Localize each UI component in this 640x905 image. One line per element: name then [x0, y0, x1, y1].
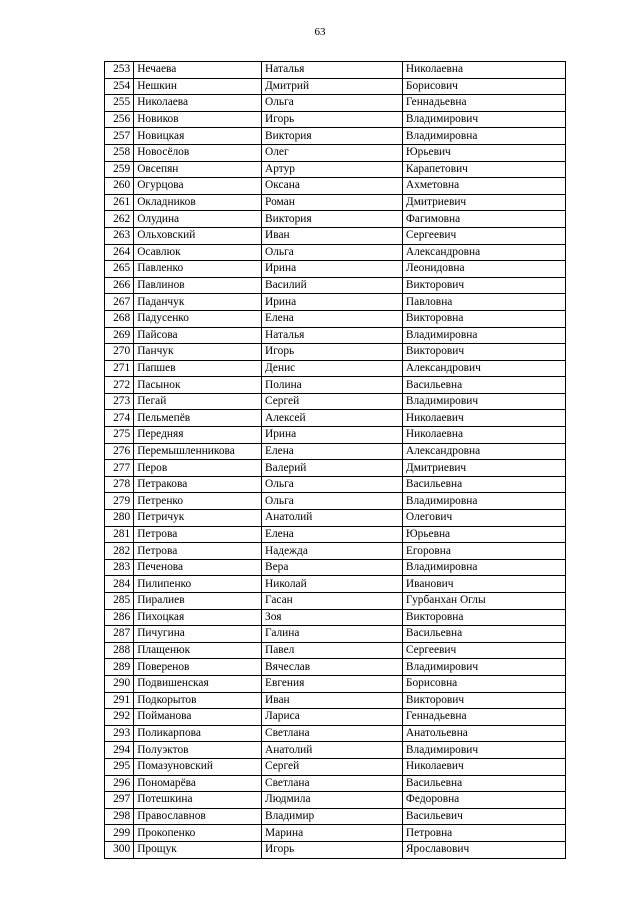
first-name-cell: Роман — [262, 194, 403, 211]
last-name-cell: Полуэктов — [134, 742, 262, 759]
table-row — [105, 675, 566, 692]
table-row — [105, 642, 566, 659]
patronymic-cell: Владимировна — [402, 559, 565, 576]
table-row — [105, 576, 566, 593]
row-number-cell: 292 — [105, 709, 134, 726]
patronymic-cell: Васильевна — [402, 775, 565, 792]
last-name-cell: Павленко — [134, 261, 262, 278]
row-number-cell: 265 — [105, 261, 134, 278]
table-row — [105, 194, 566, 211]
last-name-cell: Поликарпова — [134, 725, 262, 742]
page-number: 63 — [314, 26, 326, 38]
patronymic-cell: Николаевич — [402, 410, 565, 427]
row-number-cell: 263 — [105, 227, 134, 244]
table-row — [105, 476, 566, 493]
table-row — [105, 327, 566, 344]
last-name-cell: Пельмепёв — [134, 410, 262, 427]
patronymic-cell: Владимирович — [402, 393, 565, 410]
first-name-cell: Вячеслав — [262, 659, 403, 676]
row-number-cell: 269 — [105, 327, 134, 344]
row-number-cell: 277 — [105, 460, 134, 477]
last-name-cell: Пономарёва — [134, 775, 262, 792]
last-name-cell: Паданчук — [134, 294, 262, 311]
patronymic-cell: Дмитриевич — [402, 194, 565, 211]
row-number-cell: 295 — [105, 758, 134, 775]
row-number-cell: 256 — [105, 111, 134, 128]
last-name-cell: Поверенов — [134, 659, 262, 676]
first-name-cell: Артур — [262, 161, 403, 178]
patronymic-cell: Дмитриевич — [402, 460, 565, 477]
row-number-cell: 283 — [105, 559, 134, 576]
row-number-cell: 270 — [105, 344, 134, 361]
first-name-cell: Ирина — [262, 294, 403, 311]
table-row — [105, 95, 566, 112]
table-row — [105, 62, 566, 79]
last-name-cell: Пайсова — [134, 327, 262, 344]
row-number-cell: 253 — [105, 62, 134, 79]
row-number-cell: 286 — [105, 609, 134, 626]
first-name-cell: Светлана — [262, 725, 403, 742]
table-row — [105, 825, 566, 842]
row-number-cell: 294 — [105, 742, 134, 759]
last-name-cell: Передняя — [134, 427, 262, 444]
first-name-cell: Игорь — [262, 111, 403, 128]
last-name-cell: Петрова — [134, 526, 262, 543]
first-name-cell: Павел — [262, 642, 403, 659]
last-name-cell: Пилипенко — [134, 576, 262, 593]
table-row — [105, 277, 566, 294]
last-name-cell: Петрова — [134, 543, 262, 560]
first-name-cell: Виктория — [262, 211, 403, 228]
last-name-cell: Помазуновский — [134, 758, 262, 775]
row-number-cell: 284 — [105, 576, 134, 593]
first-name-cell: Ирина — [262, 427, 403, 444]
row-number-cell: 276 — [105, 443, 134, 460]
first-name-cell: Анатолий — [262, 510, 403, 527]
first-name-cell: Людмила — [262, 792, 403, 809]
row-number-cell: 290 — [105, 675, 134, 692]
row-number-cell: 264 — [105, 244, 134, 261]
table-row — [105, 211, 566, 228]
table-row — [105, 310, 566, 327]
row-number-cell: 280 — [105, 510, 134, 527]
table-row — [105, 427, 566, 444]
table-row — [105, 559, 566, 576]
patronymic-cell: Владимирович — [402, 742, 565, 759]
table-row — [105, 344, 566, 361]
patronymic-cell: Николаевна — [402, 62, 565, 79]
row-number-cell: 285 — [105, 593, 134, 610]
patronymic-cell: Ярославович — [402, 841, 565, 858]
patronymic-cell: Владимирович — [402, 659, 565, 676]
last-name-cell: Огурцова — [134, 178, 262, 195]
patronymic-cell: Ахметовна — [402, 178, 565, 195]
last-name-cell: Перемышленникова — [134, 443, 262, 460]
table-row — [105, 294, 566, 311]
row-number-cell: 262 — [105, 211, 134, 228]
first-name-cell: Светлана — [262, 775, 403, 792]
last-name-cell: Пиралиев — [134, 593, 262, 610]
row-number-cell: 271 — [105, 360, 134, 377]
table-row — [105, 178, 566, 195]
row-number-cell: 258 — [105, 144, 134, 161]
table-row — [105, 526, 566, 543]
last-name-cell: Новиков — [134, 111, 262, 128]
last-name-cell: Потешкина — [134, 792, 262, 809]
patronymic-cell: Олегович — [402, 510, 565, 527]
row-number-cell: 278 — [105, 476, 134, 493]
last-name-cell: Пасынок — [134, 377, 262, 394]
last-name-cell: Печенова — [134, 559, 262, 576]
row-number-cell: 257 — [105, 128, 134, 145]
table-row — [105, 261, 566, 278]
table-row — [105, 493, 566, 510]
first-name-cell: Надежда — [262, 543, 403, 560]
table-row — [105, 709, 566, 726]
last-name-cell: Петричук — [134, 510, 262, 527]
first-name-cell: Оксана — [262, 178, 403, 195]
first-name-cell: Алексей — [262, 410, 403, 427]
table-row — [105, 443, 566, 460]
first-name-cell: Галина — [262, 626, 403, 643]
patronymic-cell: Юрьевич — [402, 144, 565, 161]
patronymic-cell: Александрович — [402, 360, 565, 377]
table-row — [105, 725, 566, 742]
table-row — [105, 128, 566, 145]
patronymic-cell: Владимировна — [402, 128, 565, 145]
patronymic-cell: Васильевна — [402, 626, 565, 643]
last-name-cell: Николаева — [134, 95, 262, 112]
table-row — [105, 393, 566, 410]
row-number-cell: 296 — [105, 775, 134, 792]
first-name-cell: Денис — [262, 360, 403, 377]
row-number-cell: 254 — [105, 78, 134, 95]
patronymic-cell: Викторовна — [402, 609, 565, 626]
table-row — [105, 161, 566, 178]
row-number-cell: 287 — [105, 626, 134, 643]
first-name-cell: Ольга — [262, 244, 403, 261]
patronymic-cell: Сергеевич — [402, 227, 565, 244]
row-number-cell: 297 — [105, 792, 134, 809]
table-row — [105, 659, 566, 676]
row-number-cell: 281 — [105, 526, 134, 543]
table-row — [105, 609, 566, 626]
first-name-cell: Полина — [262, 377, 403, 394]
patronymic-cell: Геннадьевна — [402, 709, 565, 726]
patronymic-cell: Павловна — [402, 294, 565, 311]
row-number-cell: 274 — [105, 410, 134, 427]
row-number-cell: 293 — [105, 725, 134, 742]
first-name-cell: Игорь — [262, 344, 403, 361]
roster-table — [104, 61, 566, 859]
table-row — [105, 78, 566, 95]
first-name-cell: Гасан — [262, 593, 403, 610]
patronymic-cell: Викторович — [402, 692, 565, 709]
first-name-cell: Наталья — [262, 62, 403, 79]
first-name-cell: Марина — [262, 825, 403, 842]
last-name-cell: Падусенко — [134, 310, 262, 327]
last-name-cell: Ольховский — [134, 227, 262, 244]
table-row — [105, 460, 566, 477]
first-name-cell: Лариса — [262, 709, 403, 726]
last-name-cell: Прощук — [134, 841, 262, 858]
last-name-cell: Нешкин — [134, 78, 262, 95]
table-row — [105, 626, 566, 643]
patronymic-cell: Юрьевна — [402, 526, 565, 543]
row-number-cell: 266 — [105, 277, 134, 294]
row-number-cell: 273 — [105, 393, 134, 410]
patronymic-cell: Сергеевич — [402, 642, 565, 659]
last-name-cell: Олудина — [134, 211, 262, 228]
row-number-cell: 272 — [105, 377, 134, 394]
row-number-cell: 261 — [105, 194, 134, 211]
first-name-cell: Сергей — [262, 393, 403, 410]
patronymic-cell: Анатольевна — [402, 725, 565, 742]
table-row — [105, 510, 566, 527]
row-number-cell: 275 — [105, 427, 134, 444]
row-number-cell: 289 — [105, 659, 134, 676]
first-name-cell: Игорь — [262, 841, 403, 858]
patronymic-cell: Владимировна — [402, 327, 565, 344]
last-name-cell: Плащенюк — [134, 642, 262, 659]
first-name-cell: Иван — [262, 227, 403, 244]
row-number-cell: 260 — [105, 178, 134, 195]
patronymic-cell: Петровна — [402, 825, 565, 842]
table-row — [105, 841, 566, 858]
last-name-cell: Петренко — [134, 493, 262, 510]
row-number-cell: 298 — [105, 808, 134, 825]
patronymic-cell: Борисовна — [402, 675, 565, 692]
row-number-cell: 291 — [105, 692, 134, 709]
patronymic-cell: Карапетович — [402, 161, 565, 178]
last-name-cell: Новосёлов — [134, 144, 262, 161]
first-name-cell: Валерий — [262, 460, 403, 477]
last-name-cell: Прокопенко — [134, 825, 262, 842]
last-name-cell: Подкорытов — [134, 692, 262, 709]
first-name-cell: Ирина — [262, 261, 403, 278]
first-name-cell: Владимир — [262, 808, 403, 825]
first-name-cell: Дмитрий — [262, 78, 403, 95]
last-name-cell: Пихоцкая — [134, 609, 262, 626]
patronymic-cell: Васильевна — [402, 377, 565, 394]
first-name-cell: Ольга — [262, 476, 403, 493]
first-name-cell: Зоя — [262, 609, 403, 626]
last-name-cell: Окладников — [134, 194, 262, 211]
patronymic-cell: Гурбанхан Оглы — [402, 593, 565, 610]
first-name-cell: Олег — [262, 144, 403, 161]
last-name-cell: Пойманова — [134, 709, 262, 726]
patronymic-cell: Васильевич — [402, 808, 565, 825]
table-row — [105, 244, 566, 261]
table-row — [105, 758, 566, 775]
patronymic-cell: Геннадьевна — [402, 95, 565, 112]
first-name-cell: Евгения — [262, 675, 403, 692]
patronymic-cell: Николаевна — [402, 427, 565, 444]
last-name-cell: Подвишенская — [134, 675, 262, 692]
patronymic-cell: Викторович — [402, 277, 565, 294]
patronymic-cell: Николаевич — [402, 758, 565, 775]
patronymic-cell: Федоровна — [402, 792, 565, 809]
row-number-cell: 259 — [105, 161, 134, 178]
row-number-cell: 268 — [105, 310, 134, 327]
last-name-cell: Осавлюк — [134, 244, 262, 261]
last-name-cell: Панчук — [134, 344, 262, 361]
table-row — [105, 360, 566, 377]
patronymic-cell: Александровна — [402, 443, 565, 460]
last-name-cell: Павлинов — [134, 277, 262, 294]
table-row — [105, 377, 566, 394]
first-name-cell: Елена — [262, 443, 403, 460]
first-name-cell: Вера — [262, 559, 403, 576]
row-number-cell: 299 — [105, 825, 134, 842]
row-number-cell: 255 — [105, 95, 134, 112]
patronymic-cell: Леонидовна — [402, 261, 565, 278]
patronymic-cell: Иванович — [402, 576, 565, 593]
table-row — [105, 742, 566, 759]
table-row — [105, 227, 566, 244]
row-number-cell: 282 — [105, 543, 134, 560]
last-name-cell: Пегай — [134, 393, 262, 410]
row-number-cell: 288 — [105, 642, 134, 659]
first-name-cell: Василий — [262, 277, 403, 294]
table-row — [105, 808, 566, 825]
table-row — [105, 692, 566, 709]
last-name-cell: Папшев — [134, 360, 262, 377]
patronymic-cell: Васильевна — [402, 476, 565, 493]
first-name-cell: Виктория — [262, 128, 403, 145]
roster-table-body — [105, 62, 566, 859]
first-name-cell: Елена — [262, 526, 403, 543]
first-name-cell: Ольга — [262, 493, 403, 510]
patronymic-cell: Фагимовна — [402, 211, 565, 228]
table-row — [105, 543, 566, 560]
first-name-cell: Елена — [262, 310, 403, 327]
last-name-cell: Нечаева — [134, 62, 262, 79]
table-row — [105, 593, 566, 610]
patronymic-cell: Александровна — [402, 244, 565, 261]
patronymic-cell: Борисович — [402, 78, 565, 95]
last-name-cell: Православнов — [134, 808, 262, 825]
table-row — [105, 144, 566, 161]
table-row — [105, 792, 566, 809]
patronymic-cell: Егоровна — [402, 543, 565, 560]
first-name-cell: Иван — [262, 692, 403, 709]
last-name-cell: Овсепян — [134, 161, 262, 178]
table-row — [105, 775, 566, 792]
row-number-cell: 300 — [105, 841, 134, 858]
last-name-cell: Новицкая — [134, 128, 262, 145]
last-name-cell: Петракова — [134, 476, 262, 493]
row-number-cell: 279 — [105, 493, 134, 510]
last-name-cell: Пичугина — [134, 626, 262, 643]
patronymic-cell: Владимирович — [402, 111, 565, 128]
patronymic-cell: Владимировна — [402, 493, 565, 510]
first-name-cell: Ольга — [262, 95, 403, 112]
table-row — [105, 111, 566, 128]
patronymic-cell: Викторович — [402, 344, 565, 361]
last-name-cell: Перов — [134, 460, 262, 477]
first-name-cell: Николай — [262, 576, 403, 593]
row-number-cell: 267 — [105, 294, 134, 311]
table-row — [105, 410, 566, 427]
first-name-cell: Анатолий — [262, 742, 403, 759]
first-name-cell: Наталья — [262, 327, 403, 344]
first-name-cell: Сергей — [262, 758, 403, 775]
patronymic-cell: Викторовна — [402, 310, 565, 327]
